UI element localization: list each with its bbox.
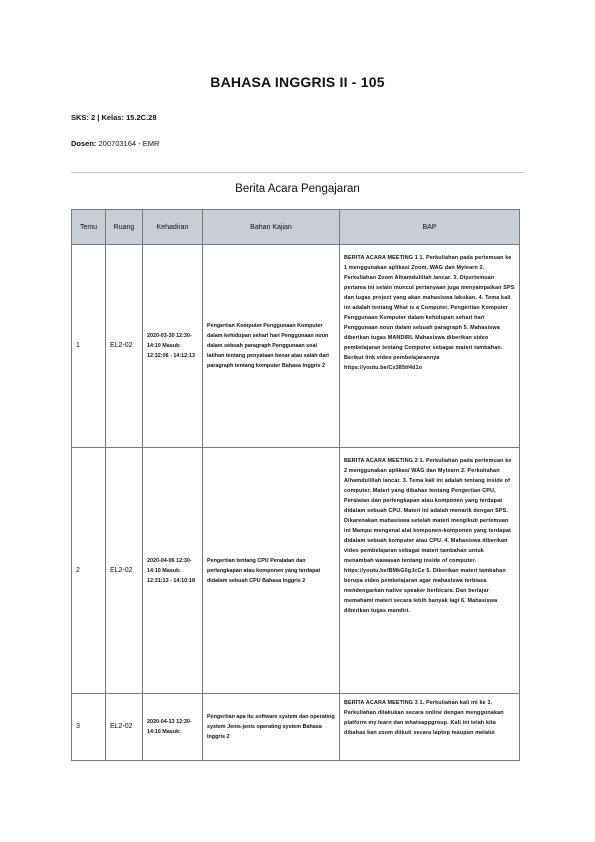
divider — [71, 172, 524, 173]
bap-cell: BERITA ACARA MEETING 1 1. Perkuliahan pada pertemuan ke 1 menggunakan aplikasi Zoom, WAG dan Mylearn 2. Perkuliahan Zoom Alhamdulillah lancar. 3. Dipertemuan pertama ini selain muncul pertanyaan juga menyampaikan SPS dan tugas project yang akan mahasiswa lakukan. 4. Tema kali ini adalah tentang What is a Computer. Pengertian Komputer Penggunaan Komputer dalam kehidupan sehari hari Penggunaan noun dalam sebuah paragraph 5. Mahasiswa diberikan tugas MANDIRI. Mahasiswa diberikan video pembelajaran tentang Computer sebagai materi tambahan. Berikut link video pembelajarannya https://youtu.be/Cx385tf4d1o — [340, 245, 520, 448]
table-header-row — [72, 210, 520, 245]
ruang-cell: EL2-02 — [106, 448, 143, 694]
bahan-kajian-cell: Pengertian apa itu software system dan operating system Jenis-jenis operating system Bahasa Inggris 2 — [203, 694, 340, 761]
sks-value: 2 — [91, 113, 96, 122]
temu-cell: 2 — [72, 448, 106, 694]
table-row — [72, 245, 520, 448]
ruang-cell: EL2-02 — [106, 694, 143, 761]
kelas-label: | Kelas: — [97, 113, 124, 122]
dosen-line — [71, 139, 159, 148]
temu-cell: 3 — [72, 694, 106, 761]
sks-label: SKS: — [71, 113, 89, 122]
table-row — [72, 448, 520, 694]
bap-cell: BERITA ACARA MEETING 3 1. Perkuliahan kali ini ke 3. Perkuliahan dilakukan secara online dengan menggunakan platform my learn dan whatsappgroup. Kali ini telah kita dibahas kan zoom diikuti secara laptop maupun melalui — [340, 694, 520, 761]
dosen-label: Dosen: — [71, 139, 97, 148]
table-row — [72, 694, 520, 761]
kehadiran-cell: 2020-03-30 12:30-14:10 Masuk: 12:32:06 - 14:12:13 — [143, 245, 203, 448]
header-temu: Temu — [72, 210, 106, 245]
dosen-value: 200703164 - EMR — [98, 139, 160, 148]
bap-table — [71, 209, 520, 761]
header-kehadiran: Kehadiran — [143, 210, 203, 245]
header-ruang: Ruang — [106, 210, 143, 245]
section-title: Berita Acara Pengajaran — [235, 183, 360, 195]
header-bap: BAP — [340, 210, 520, 245]
kehadiran-cell: 2020-04-06 12:30-14:10 Masuk: 12:31:13 - 14:10:18 — [143, 448, 203, 694]
ruang-cell: EL2-02 — [106, 245, 143, 448]
bap-cell: BERITA ACARA MEETING 2 1. Perkuliahan pada pertemuan ke 2 menggunakan aplikasi WAG dan Mylearn 2. Perkuliahan Alhamdulillah lancar. 3. Tema kali ini adalah tentang inside of computer. Materi yang dibahas tentang Pengertian CPU, Peralatan dan perlengkapan atau komponen yang terdapat didalam sebuah CPU. Materi ini adalah menarik dengan SPS. Dikarenakan mahasiswa setelah materi mengikuti pertemuan ini Mampu mengenal alat komponen-komponen yang terdapat didalam sebuah komputer atau CPU. 4. Mahasiswa diberikan video pembelajaran sebagai materi tambahan untuk menambah wawasan tentang inside of computer. https://youtu.be/BMkG0gJcCe 5. Diberikan materi tambahan berupa video pembelajaran agar mahasiswa terbiasa mendengarkan native speaker berbicara. Dan berlajar memahami materi secara lebih banyak lagi 6. Mahasiswa diberikan tugas mandiri. — [340, 448, 520, 694]
header-bahan-kajian: Bahan Kajian — [203, 210, 340, 245]
bahan-kajian-cell: Pengertian tentang CPU Peralatan dan perlengkapan atau komponen yang terdapat didalam sebuah CPU Bahasa Inggris 2 — [203, 448, 340, 694]
kelas-value: 15.2C.28 — [126, 113, 157, 122]
course-title: BAHASA INGGRIS II - 105 — [210, 74, 385, 90]
kehadiran-cell: 2020-04-13 12:30-14:10 Masuk: — [143, 694, 203, 761]
bahan-kajian-cell: Pengertian Komputer Penggunaan Komputer dalam kehidupan sehari hari Penggunaan noun dalam sebuah paragraph Penggunaan soal latihan tentang penyataan benar atau salah dari paragraph tentang komputer Bahasa Inggris 2 — [203, 245, 340, 448]
sks-kelas-line — [71, 113, 157, 122]
temu-cell: 1 — [72, 245, 106, 448]
